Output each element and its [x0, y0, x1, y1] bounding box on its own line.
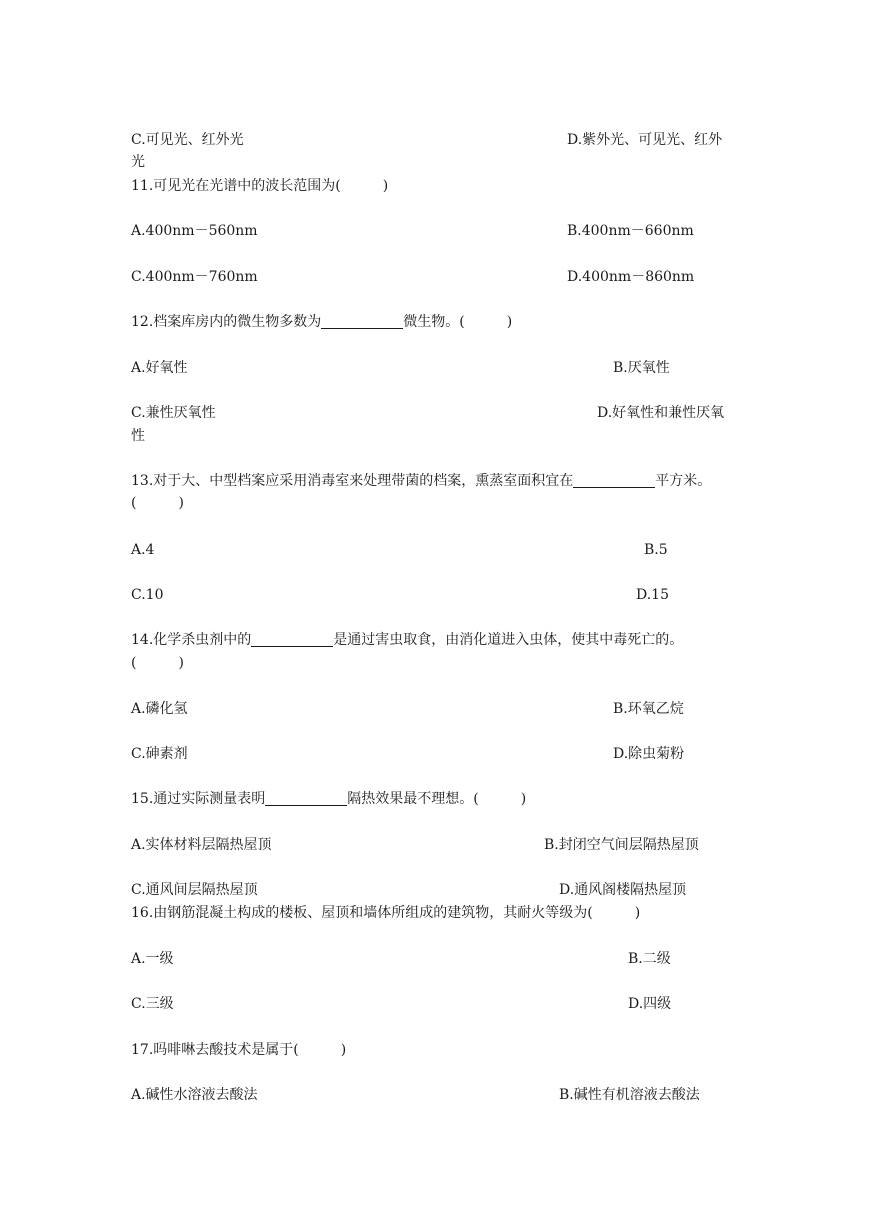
- answer-blank: [321, 314, 403, 329]
- option-a-q13: A.4: [131, 542, 155, 558]
- option-c-q15: C.通风间层隔热屋顶: [131, 882, 258, 898]
- question-13-stem-pre: 13.对于大、中型档案应采用消毒室来处理带菌的档案，熏蒸室面积宜在: [131, 473, 574, 489]
- option-a-q15: A.实体材料层隔热屋顶: [131, 837, 272, 853]
- answer-blank: [265, 791, 347, 806]
- option-a-q17: A.碱性水溶液去酸法: [131, 1087, 258, 1103]
- question-15-stem-pre: 15.通过实际测量表明: [131, 791, 266, 807]
- option-d-q10-wrap: 光: [131, 154, 145, 170]
- question-17-stem: 17.吗啡啉去酸技术是属于( ): [131, 1042, 347, 1058]
- option-a-q12: A.好氧性: [131, 360, 188, 376]
- option-a-q14: A.磷化氢: [131, 701, 188, 717]
- question-11-stem: 11.可见光在光谱中的波长范围为( ): [131, 178, 389, 194]
- option-d-q10: D.紫外光、可见光、红外: [567, 132, 723, 148]
- option-c-q16: C.三级: [131, 996, 174, 1012]
- question-14-stem-pre: 14.化学杀虫剂中的: [131, 632, 252, 648]
- option-d-q12: D.好氧性和兼性厌氧: [597, 405, 725, 421]
- option-c-q10: C.可见光、红外光: [131, 132, 244, 148]
- option-d-q11: D.400nm－860nm: [567, 269, 695, 285]
- question-15-stem-post: 隔热效果最不理想。( ): [347, 791, 527, 807]
- option-d-q12-wrap: 性: [131, 428, 145, 444]
- option-b-q13: B.5: [644, 542, 668, 558]
- question-13-stem-post: 平方米。: [655, 473, 712, 489]
- option-b-q15: B.封闭空气间层隔热屋顶: [544, 837, 699, 853]
- option-d-q15: D.通风阁楼隔热屋顶: [559, 882, 687, 898]
- question-12-stem: [131, 313, 512, 331]
- option-b-q16: B.二级: [628, 951, 671, 967]
- option-b-q11: B.400nm－660nm: [567, 223, 694, 239]
- question-14-stem-post: 是通过害虫取食，由消化道进入虫体，使其中毒死亡的。: [333, 632, 684, 648]
- question-14-stem: [131, 631, 683, 649]
- option-b-q12: B.厌氧性: [613, 360, 670, 376]
- question-16-stem: 16.由钢筋混凝土构成的楼板、屋顶和墙体所组成的建筑物，其耐火等级为( ): [131, 905, 641, 921]
- question-14-paren: ( ): [131, 655, 184, 671]
- question-12-stem-post: 微生物。( ): [403, 314, 513, 330]
- option-c-q11: C.400nm－760nm: [131, 269, 258, 285]
- option-a-q16: A.一级: [131, 951, 174, 967]
- option-b-q14: B.环氧乙烷: [613, 701, 684, 717]
- question-13-stem: [131, 472, 711, 490]
- option-c-q14: C.砷素剂: [131, 746, 188, 762]
- question-15-stem: [131, 790, 526, 808]
- option-a-q11: A.400nm－560nm: [131, 223, 258, 239]
- option-c-q12: C.兼性厌氧性: [131, 405, 216, 421]
- option-d-q13: D.15: [636, 587, 669, 603]
- option-d-q16: D.四级: [628, 996, 672, 1012]
- question-13-paren: ( ): [131, 495, 184, 511]
- option-d-q14: D.除虫菊粉: [613, 746, 685, 762]
- option-b-q17: B.碱性有机溶液去酸法: [559, 1087, 700, 1103]
- answer-blank: [251, 632, 333, 647]
- option-c-q13: C.10: [131, 587, 164, 603]
- question-12-stem-pre: 12.档案库房内的微生物多数为: [131, 314, 322, 330]
- answer-blank: [573, 473, 655, 488]
